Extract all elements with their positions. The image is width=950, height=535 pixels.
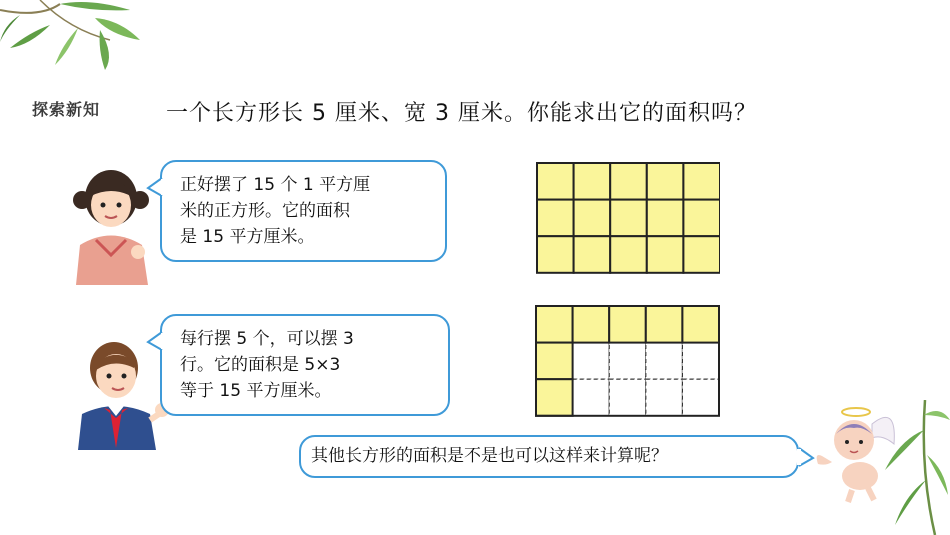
unit-square (609, 306, 646, 343)
angel-bubble-tail (796, 446, 816, 470)
empty-unit-square (573, 379, 610, 416)
angel-bubble-text: 其他长方形的面积是不是也可以这样来计算呢？ (311, 446, 668, 466)
bamboo-decoration-top-left (0, 0, 150, 75)
unit-square (683, 200, 720, 237)
boy-bubble-tail (146, 330, 166, 354)
girl-bubble-line-3: 是 15 平方厘米。 (180, 227, 315, 247)
boy-bubble-line-3: 等于 15 平方厘米。 (180, 381, 332, 401)
empty-unit-square (682, 343, 719, 380)
unit-square (646, 306, 683, 343)
unit-square (647, 163, 684, 200)
unit-square (610, 163, 647, 200)
unit-square (537, 236, 574, 273)
unit-square (574, 236, 611, 273)
unit-square (574, 163, 611, 200)
unit-square (647, 236, 684, 273)
girl-speech-bubble (160, 160, 447, 262)
boy-bubble-line-1: 每行摆 5 个，可以摆 3 (180, 329, 354, 349)
empty-unit-square (573, 343, 610, 380)
empty-unit-square (646, 343, 683, 380)
girl-illustration (66, 160, 156, 285)
unit-square (536, 306, 573, 343)
unit-square (683, 236, 720, 273)
unit-square (683, 163, 720, 200)
unit-square (536, 343, 573, 380)
section-label: 探索新知 (32, 100, 101, 119)
unit-square (573, 306, 610, 343)
boy-illustration (72, 338, 172, 450)
girl-bubble-line-1: 正好摆了 15 个 1 平方厘 (180, 175, 371, 195)
empty-unit-square (609, 379, 646, 416)
empty-unit-square (682, 379, 719, 416)
angel-speech-bubble (299, 435, 799, 478)
empty-unit-square (609, 343, 646, 380)
unit-square (537, 200, 574, 237)
boy-speech-bubble (160, 314, 450, 416)
angel-illustration (812, 404, 900, 504)
unit-square (537, 163, 574, 200)
empty-unit-square (646, 379, 683, 416)
unit-square (610, 200, 647, 237)
girl-bubble-tail (146, 176, 166, 200)
question-text: 一个长方形长 5 厘米、宽 3 厘米。你能求出它的面积吗？ (166, 101, 757, 126)
unit-square-grid-row-column (535, 305, 721, 417)
unit-square-grid-full (536, 162, 720, 274)
unit-square (574, 200, 611, 237)
unit-square (610, 236, 647, 273)
unit-square (647, 200, 684, 237)
girl-bubble-line-2: 米的正方形。它的面积 (180, 201, 350, 221)
boy-bubble-line-2: 行。它的面积是 5×3 (180, 355, 341, 375)
unit-square (682, 306, 719, 343)
unit-square (536, 379, 573, 416)
